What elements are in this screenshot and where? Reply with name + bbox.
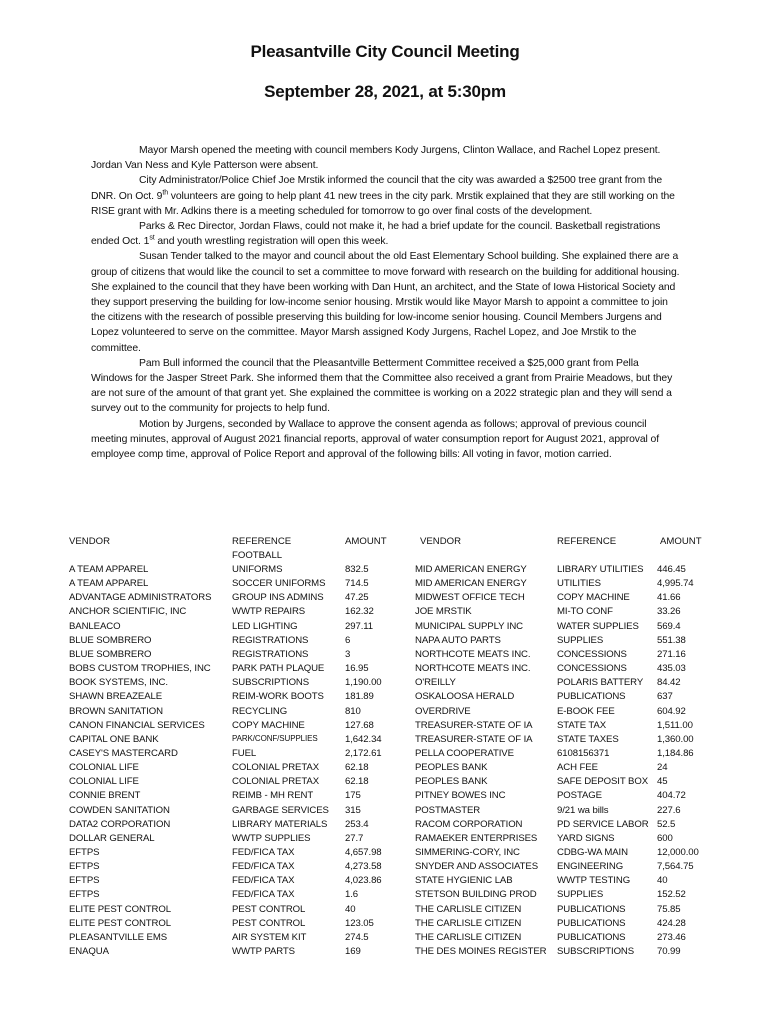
right-reference-cell: UTILITIES bbox=[557, 578, 601, 590]
table-row bbox=[0, 932, 770, 946]
right-vendor-cell: THE CARLISLE CITIZEN bbox=[415, 903, 522, 915]
left-vendor-cell: CASEY'S MASTERCARD bbox=[69, 747, 178, 759]
paragraph-parks-rec: Parks & Rec Director, Jordan Flaws, could not make it, he had a brief update for the council. Basketball registrations ended Oct. 1st and youth wrestling registration will open this week. bbox=[91, 221, 661, 248]
right-vendor-cell: OSKALOOSA HERALD bbox=[415, 691, 515, 703]
table-row bbox=[0, 606, 770, 620]
left-reference-cell: FED/FICA TAX bbox=[232, 847, 295, 858]
left-reference-cell: AIR SYSTEM KIT bbox=[232, 931, 307, 943]
left-vendor-cell: CANON FINANCIAL SERVICES bbox=[69, 719, 205, 731]
paragraph-attendance: Mayor Marsh opened the meeting with council members Kody Jurgens, Clinton Wallace, and Rachel Lopez present. Jordan Van Ness and Kyle Patterson were absent. bbox=[91, 145, 661, 172]
table-row bbox=[0, 734, 770, 748]
right-reference-cell: E-BOOK FEE bbox=[557, 705, 615, 717]
document-title: Pleasantville City Council Meeting bbox=[250, 42, 520, 61]
right-amount-cell: 551.38 bbox=[657, 634, 686, 646]
table-row bbox=[0, 748, 770, 762]
left-amount-cell: 1.6 bbox=[345, 889, 359, 901]
left-vendor-cell: ELITE PEST CONTROL bbox=[69, 903, 171, 915]
right-amount-cell: 45 bbox=[657, 776, 668, 788]
table-row bbox=[0, 720, 770, 734]
right-vendor-cell: SIMMERING-CORY, INC bbox=[415, 847, 520, 858]
table-row bbox=[0, 833, 770, 847]
right-vendor-cell: PELLA COOPERATIVE bbox=[415, 747, 514, 759]
right-reference-cell: STATE TAX bbox=[557, 719, 607, 731]
left-vendor-cell: DOLLAR GENERAL bbox=[69, 832, 155, 844]
left-reference-cell: REGISTRATIONS bbox=[232, 648, 309, 660]
right-reference-cell: 9/21 wa bills bbox=[557, 804, 609, 816]
left-vendor-cell: DATA2 CORPORATION bbox=[69, 818, 171, 830]
left-amount-cell: 810 bbox=[345, 705, 361, 717]
left-reference-cell: GARBAGE SERVICES bbox=[232, 804, 329, 816]
right-amount-cell: 1,511.00 bbox=[657, 719, 693, 731]
right-vendor-cell: STATE HYGIENIC LAB bbox=[415, 875, 513, 887]
right-amount-cell: 12,000.00 bbox=[657, 847, 699, 858]
right-amount-cell: 600 bbox=[657, 832, 673, 844]
left-reference-cell: FED/FICA TAX bbox=[232, 861, 295, 873]
right-reference-cell: CDBG-WA MAIN bbox=[557, 847, 628, 858]
table-row bbox=[0, 875, 770, 889]
right-reference-cell: LIBRARY UTILITIES bbox=[557, 564, 644, 575]
minutes-body bbox=[91, 143, 681, 462]
left-reference-cell: REGISTRATIONS bbox=[232, 634, 309, 646]
table-row bbox=[0, 621, 770, 635]
right-vendor-cell: PEOPLES BANK bbox=[415, 762, 488, 774]
left-vendor-cell: ANCHOR SCIENTIFIC, INC bbox=[69, 606, 187, 618]
right-reference-cell: CONCESSIONS bbox=[557, 648, 627, 660]
right-vendor-cell: THE CARLISLE CITIZEN bbox=[415, 931, 522, 943]
right-amount-cell: 70.99 bbox=[657, 946, 681, 958]
right-vendor-cell: MUNICIPAL SUPPLY INC bbox=[415, 620, 523, 632]
right-vendor-cell: NAPA AUTO PARTS bbox=[415, 634, 501, 646]
right-vendor-cell: NORTHCOTE MEATS INC. bbox=[415, 663, 531, 675]
right-amount-cell: 435.03 bbox=[657, 663, 686, 675]
paragraph-city-admin: City Administrator/Police Chief Joe Mrstik informed the council that the city was awarded a $2500 tree grant from the DNR. On Oct. 9th volunteers are going to help plant 41 new trees in the city park. Mrstik explained that they are still working on the RISE grant with Mr. Adkins there is a meeting scheduled for tomorrow to go over final costs of the development. bbox=[91, 175, 675, 217]
table-row bbox=[0, 564, 770, 578]
table-row bbox=[0, 677, 770, 691]
right-reference-cell: POSTAGE bbox=[557, 790, 602, 802]
left-amount-cell: 4,657.98 bbox=[345, 847, 382, 858]
left-vendor-cell: EFTPS bbox=[69, 847, 100, 858]
left-reference-cell: SUBSCRIPTIONS bbox=[232, 677, 310, 689]
left-reference-cell: LIBRARY MATERIALS bbox=[232, 818, 328, 830]
left-vendor-cell: BOBS CUSTOM TROPHIES, INC bbox=[69, 663, 211, 675]
left-reference-cell: WWTP SUPPLIES bbox=[232, 832, 311, 844]
right-amount-cell: 7,564.75 bbox=[657, 861, 694, 873]
table-row bbox=[0, 790, 770, 804]
table-row bbox=[0, 946, 770, 960]
right-amount-cell: 52.5 bbox=[657, 818, 676, 830]
right-reference-cell: ACH FEE bbox=[557, 762, 598, 774]
left-reference-cell: FED/FICA TAX bbox=[232, 889, 295, 901]
table-row bbox=[0, 635, 770, 649]
right-amount-cell: 84.42 bbox=[657, 677, 681, 689]
left-reference-cell: FED/FICA TAX bbox=[232, 875, 295, 887]
right-vendor-cell: TREASURER-STATE OF IA bbox=[415, 733, 533, 745]
table-row bbox=[0, 805, 770, 819]
table-row bbox=[0, 904, 770, 918]
left-reference-cell: REIMB - MH RENT bbox=[232, 790, 314, 802]
right-amount-cell: 446.45 bbox=[657, 564, 686, 575]
left-vendor-cell: CAPITAL ONE BANK bbox=[69, 733, 159, 745]
left-reference-cell: PEST CONTROL bbox=[232, 917, 306, 929]
left-vendor-cell: EFTPS bbox=[69, 875, 100, 887]
table-row bbox=[0, 819, 770, 833]
left-vendor-cell: SHAWN BREAZEALE bbox=[69, 691, 163, 703]
left-amount-cell: 62.18 bbox=[345, 776, 369, 788]
right-vendor-cell: MID AMERICAN ENERGY bbox=[415, 578, 527, 590]
left-vendor-cell: COWDEN SANITATION bbox=[69, 804, 170, 816]
left-vendor-cell: BOOK SYSTEMS, INC. bbox=[69, 677, 168, 689]
left-vendor-cell: BANLEACO bbox=[69, 620, 121, 632]
right-vendor-cell: STETSON BUILDING PROD bbox=[415, 889, 537, 901]
right-vendor-cell: RAMAEKER ENTERPRISES bbox=[415, 832, 538, 844]
left-vendor-cell: PLEASANTVILLE EMS bbox=[69, 931, 168, 943]
right-reference-cell: SUPPLIES bbox=[557, 634, 604, 646]
right-reference-cell: PUBLICATIONS bbox=[557, 917, 626, 929]
left-amount-cell: 315 bbox=[345, 804, 361, 816]
table-row bbox=[0, 776, 770, 790]
table-row bbox=[0, 649, 770, 663]
right-reference-cell: ENGINEERING bbox=[557, 861, 624, 873]
left-reference-cell: PEST CONTROL bbox=[232, 903, 306, 915]
left-vendor-cell: BLUE SOMBRERO bbox=[69, 648, 152, 660]
right-vendor-cell: SNYDER AND ASSOCIATES bbox=[415, 861, 539, 873]
right-amount-cell: 227.6 bbox=[657, 804, 681, 816]
right-amount-cell: 4,995.74 bbox=[657, 578, 694, 590]
right-reference-cell: PUBLICATIONS bbox=[557, 691, 626, 703]
left-amount-cell: 3 bbox=[345, 648, 351, 660]
right-vendor-cell: O'REILLY bbox=[415, 677, 456, 689]
table-row bbox=[0, 691, 770, 705]
right-reference-cell: POLARIS BATTERY bbox=[557, 677, 644, 689]
table-row bbox=[0, 592, 770, 606]
right-reference-cell: PUBLICATIONS bbox=[557, 903, 626, 915]
left-vendor-cell: ENAQUA bbox=[69, 946, 109, 958]
left-amount-cell: 1,642.34 bbox=[345, 733, 382, 745]
left-reference-cell: REIM-WORK BOOTS bbox=[232, 691, 324, 703]
left-amount-cell: 4,273.58 bbox=[345, 861, 382, 873]
right-amount-cell: 40 bbox=[657, 875, 668, 887]
left-amount-cell: 6 bbox=[345, 634, 351, 646]
right-amount-cell: 24 bbox=[657, 762, 668, 774]
left-vendor-cell: EFTPS bbox=[69, 861, 100, 873]
paragraph-betterment-committee: Pam Bull informed the council that the Pleasantville Betterment Committee received a $25,000 grant from Pella Windows for the Jasper Street Park. She informed them that the Committee also received a grant from Prairie Meadows, but they are not sure of the amount of that grant yet. She explained the committee is working on a 2022 strategic plan and they will send a survey out to the community for projects to help fund. bbox=[91, 357, 673, 415]
left-reference-cell: WWTP REPAIRS bbox=[232, 606, 306, 618]
left-reference-cell: RECYCLING bbox=[232, 705, 288, 717]
right-amount-cell: 273.46 bbox=[657, 931, 686, 943]
left-amount-cell: 714.5 bbox=[345, 578, 369, 590]
left-amount-cell: 123.05 bbox=[345, 917, 374, 929]
header-vendor-right: VENDOR bbox=[420, 536, 462, 547]
right-vendor-cell: THE DES MOINES REGISTER bbox=[415, 946, 547, 958]
left-reference-cell: PARK/CONF/SUPPLIES bbox=[232, 733, 318, 743]
right-reference-cell: COPY MACHINE bbox=[557, 592, 630, 604]
left-amount-cell: 162.32 bbox=[345, 606, 374, 618]
left-amount-cell: 169 bbox=[345, 946, 361, 958]
left-amount-cell: 16.95 bbox=[345, 663, 369, 675]
left-reference-cell: UNIFORMS bbox=[232, 564, 283, 575]
right-reference-cell: SAFE DEPOSIT BOX bbox=[557, 776, 648, 788]
right-vendor-cell: OVERDRIVE bbox=[415, 705, 471, 717]
right-amount-cell: 33.26 bbox=[657, 606, 681, 618]
right-vendor-cell: NORTHCOTE MEATS INC. bbox=[415, 648, 531, 660]
left-vendor-cell: A TEAM APPAREL bbox=[69, 564, 149, 575]
right-vendor-cell: THE CARLISLE CITIZEN bbox=[415, 917, 522, 929]
table-row bbox=[0, 918, 770, 932]
left-amount-cell: 181.89 bbox=[345, 691, 374, 703]
left-amount-cell: 62.18 bbox=[345, 762, 369, 774]
right-amount-cell: 404.72 bbox=[657, 790, 686, 802]
header-amount-right: AMOUNT bbox=[660, 536, 702, 547]
right-amount-cell: 424.28 bbox=[657, 917, 686, 929]
right-reference-cell: WWTP TESTING bbox=[557, 875, 631, 887]
left-amount-cell: 175 bbox=[345, 790, 361, 802]
right-amount-cell: 41.66 bbox=[657, 592, 681, 604]
left-reference-cell: COPY MACHINE bbox=[232, 719, 305, 731]
right-reference-cell: STATE TAXES bbox=[557, 733, 619, 745]
header-vendor-left: VENDOR bbox=[69, 536, 111, 547]
left-reference-cell: LED LIGHTING bbox=[232, 620, 298, 632]
table-row bbox=[0, 861, 770, 875]
football-label: FOOTBALL bbox=[232, 550, 283, 561]
left-vendor-cell: EFTPS bbox=[69, 889, 100, 901]
right-vendor-cell: MIDWEST OFFICE TECH bbox=[415, 592, 525, 604]
header-amount-left: AMOUNT bbox=[345, 536, 387, 547]
left-amount-cell: 1,190.00 bbox=[345, 677, 382, 689]
right-vendor-cell: MID AMERICAN ENERGY bbox=[415, 564, 527, 575]
table-row bbox=[0, 578, 770, 592]
right-amount-cell: 75.85 bbox=[657, 903, 681, 915]
header-reference-left: REFERENCE bbox=[232, 536, 292, 547]
left-amount-cell: 253.4 bbox=[345, 818, 369, 830]
left-vendor-cell: BLUE SOMBRERO bbox=[69, 634, 152, 646]
right-vendor-cell: PITNEY BOWES INC bbox=[415, 790, 506, 802]
right-vendor-cell: TREASURER-STATE OF IA bbox=[415, 719, 533, 731]
left-vendor-cell: A TEAM APPAREL bbox=[69, 578, 149, 590]
right-amount-cell: 604.92 bbox=[657, 705, 686, 717]
left-reference-cell: SOCCER UNIFORMS bbox=[232, 578, 326, 590]
right-amount-cell: 271.16 bbox=[657, 648, 686, 660]
right-amount-cell: 569.4 bbox=[657, 620, 681, 632]
right-reference-cell: MI-TO CONF bbox=[557, 606, 613, 618]
table-row bbox=[0, 889, 770, 903]
left-reference-cell: COLONIAL PRETAX bbox=[232, 762, 319, 774]
table-row bbox=[0, 706, 770, 720]
right-reference-cell: WATER SUPPLIES bbox=[557, 620, 639, 632]
right-amount-cell: 1,184.86 bbox=[657, 747, 694, 759]
right-amount-cell: 637 bbox=[657, 691, 673, 703]
left-reference-cell: PARK PATH PLAQUE bbox=[232, 663, 325, 675]
header-reference-right: REFERENCE bbox=[557, 536, 617, 547]
right-vendor-cell: PEOPLES BANK bbox=[415, 776, 488, 788]
right-reference-cell: SUBSCRIPTIONS bbox=[557, 946, 635, 958]
left-reference-cell: WWTP PARTS bbox=[232, 946, 295, 958]
left-reference-cell: COLONIAL PRETAX bbox=[232, 776, 319, 788]
right-reference-cell: SUPPLIES bbox=[557, 889, 604, 901]
left-amount-cell: 832.5 bbox=[345, 564, 369, 575]
table-row bbox=[0, 663, 770, 677]
right-reference-cell: 6108156371 bbox=[557, 747, 610, 759]
right-amount-cell: 152.52 bbox=[657, 889, 686, 901]
left-vendor-cell: CONNIE BRENT bbox=[69, 790, 141, 802]
left-amount-cell: 40 bbox=[345, 903, 356, 915]
left-reference-cell: GROUP INS ADMINS bbox=[232, 592, 324, 604]
left-amount-cell: 297.11 bbox=[345, 620, 374, 632]
right-reference-cell: PUBLICATIONS bbox=[557, 931, 626, 943]
left-amount-cell: 47.25 bbox=[345, 592, 369, 604]
meeting-date: September 28, 2021, at 5:30pm bbox=[264, 82, 506, 101]
left-reference-cell: FUEL bbox=[232, 747, 257, 759]
left-amount-cell: 2,172.61 bbox=[345, 747, 382, 759]
left-amount-cell: 274.5 bbox=[345, 931, 369, 943]
table-row bbox=[0, 847, 770, 861]
paragraph-consent-agenda: Motion by Jurgens, seconded by Wallace to approve the consent agenda as follows; approval of previous council meeting minutes, approval of August 2021 financial reports, approval of water consumption report for August 2021, approval of employee comp time, approval of Police Report and approval of the following bills: All voting in favor, motion carried. bbox=[91, 418, 659, 461]
left-vendor-cell: BROWN SANITATION bbox=[69, 705, 163, 717]
left-amount-cell: 27.7 bbox=[345, 832, 364, 844]
left-vendor-cell: ELITE PEST CONTROL bbox=[69, 917, 171, 929]
right-reference-cell: YARD SIGNS bbox=[557, 832, 615, 844]
left-vendor-cell: COLONIAL LIFE bbox=[69, 776, 139, 788]
paragraph-east-elementary: Susan Tender talked to the mayor and council about the old East Elementary School building. She explained there are a group of citizens that would like the council to set a committee to move forward with research on the building for additional housing. She explained to the council that they have been working with Dan Hunt, an architect, and the State of Iowa Historical Society and they support preserving the building for low-income senior housing. Mrstik would like Mayor Marsh to appoint a committee to join the citizens with the research of possible preserving this building for low-income senior housing. Council Members Jurgens and Lopez volunteered to serve on the committee. Mayor Marsh assigned Kody Jurgens, Rachel Lopez, and Joe Mrstik to the committee. bbox=[91, 251, 680, 354]
left-vendor-cell: COLONIAL LIFE bbox=[69, 762, 139, 774]
right-amount-cell: 1,360.00 bbox=[657, 733, 694, 745]
left-amount-cell: 127.68 bbox=[345, 719, 374, 731]
left-vendor-cell: ADVANTAGE ADMINISTRATORS bbox=[69, 592, 212, 604]
right-reference-cell: PD SERVICE LABOR bbox=[557, 818, 649, 830]
right-vendor-cell: RACOM CORPORATION bbox=[415, 818, 523, 830]
right-vendor-cell: JOE MRSTIK bbox=[415, 606, 472, 618]
right-reference-cell: CONCESSIONS bbox=[557, 663, 627, 675]
right-vendor-cell: POSTMASTER bbox=[415, 804, 481, 816]
table-row bbox=[0, 762, 770, 776]
left-amount-cell: 4,023.86 bbox=[345, 875, 382, 887]
